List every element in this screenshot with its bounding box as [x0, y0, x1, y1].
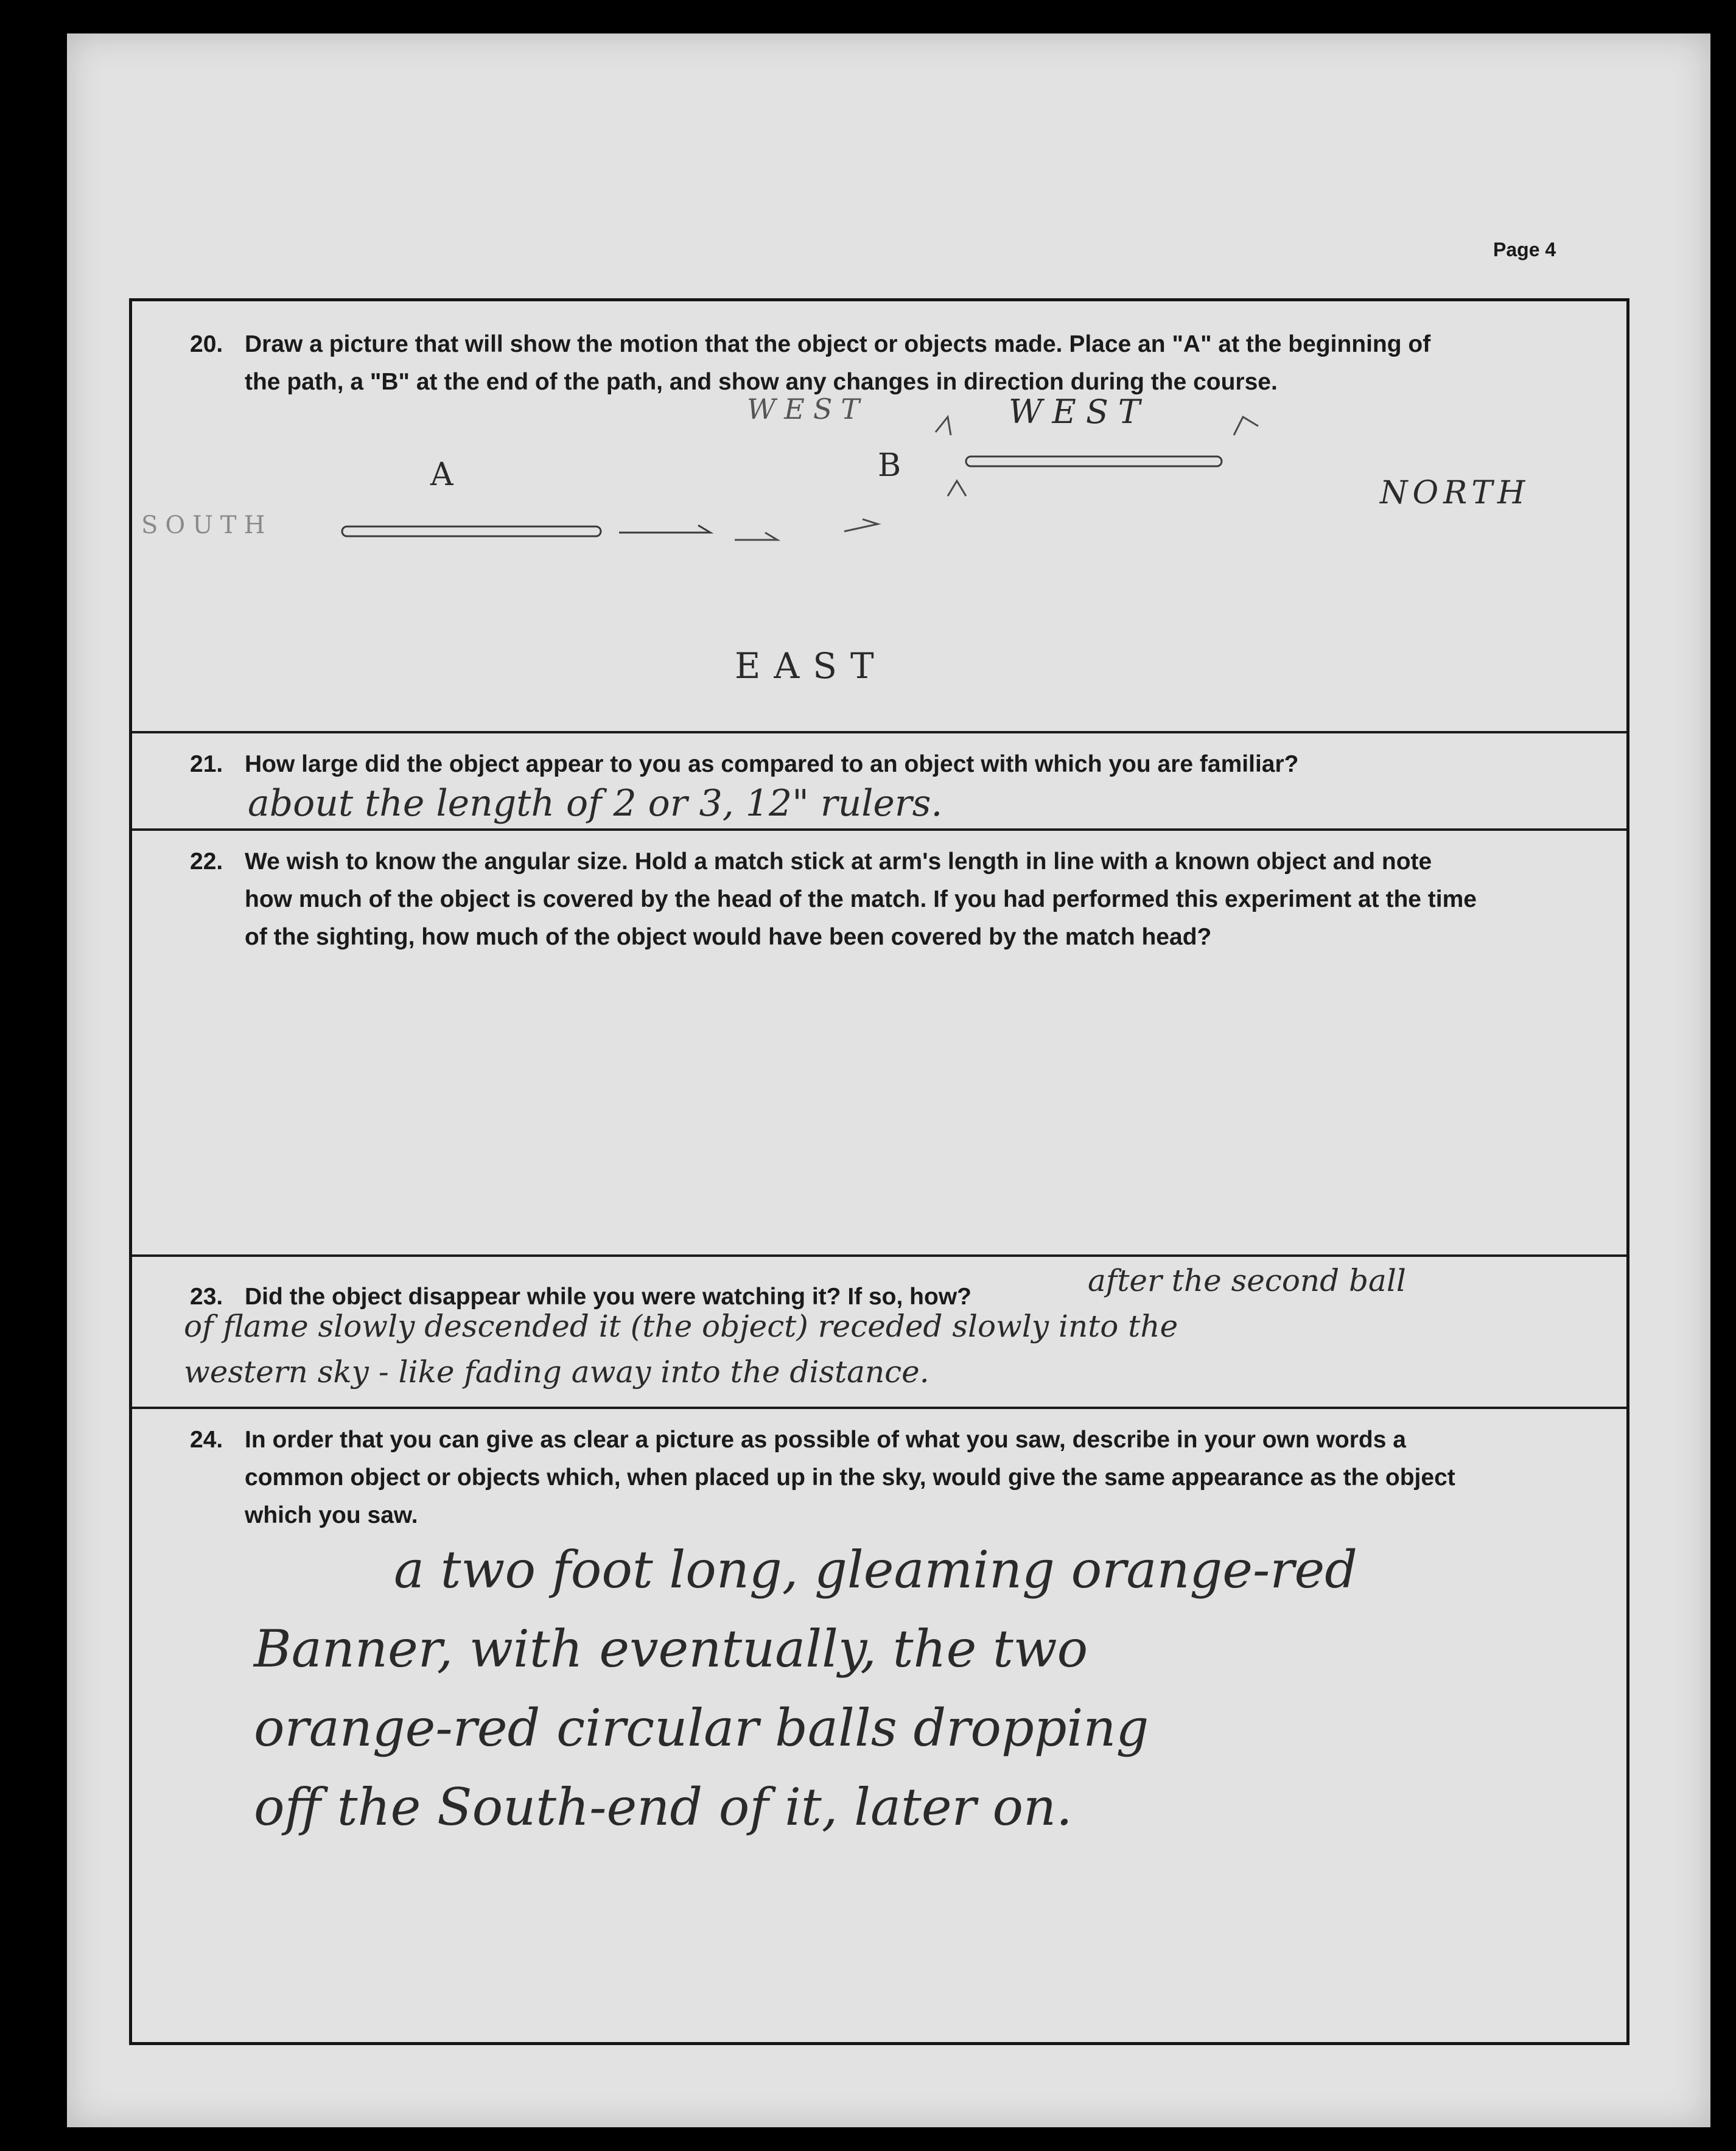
- question-23-answer-line-2: of flame slowly descended it (the object) receded slowly into the: [184, 1309, 1178, 1344]
- question-20-section: [132, 301, 1626, 733]
- question-22-line-2: how much of the object is covered by the head of the match. If you had performed this experiment at the time: [245, 886, 1477, 912]
- question-24-answer-line-4: off the South-end of it, later on.: [254, 1777, 1073, 1837]
- question-24-answer-line-2: Banner, with eventually, the two: [254, 1619, 1088, 1679]
- question-24-line-1: In order that you can give as clear a picture as possible of what you saw, describe in your own words a: [245, 1427, 1406, 1453]
- start-streak-shape: [342, 526, 601, 536]
- question-24-text: [245, 1421, 1578, 1534]
- question-20-line-1: Draw a picture that will show the motion that the object or objects made. Place an "A" at the beginning of: [245, 331, 1431, 357]
- sketch-label-south: SOUTH: [141, 511, 273, 539]
- question-24-section: [132, 1409, 1626, 2042]
- question-22-number: 22.: [190, 848, 223, 875]
- sketch-label-west-right: WEST: [1009, 393, 1150, 431]
- path-arrow-4: [948, 481, 966, 496]
- path-arrow-2: [735, 533, 777, 540]
- question-23-section: [132, 1257, 1626, 1409]
- sketch-label-east: EAST: [735, 645, 887, 687]
- path-arrow-3: [844, 519, 878, 531]
- sketch-label-b: B: [878, 447, 901, 484]
- question-23-text: Did the object disappear while you were watching it? If so, how?: [245, 1284, 971, 1310]
- question-24-answer-line-1: a two foot long, gleaming orange-red: [394, 1540, 1358, 1600]
- west-arrow-mark: [936, 417, 951, 435]
- question-24-line-3: which you saw.: [245, 1502, 418, 1528]
- question-20-number: 20.: [190, 331, 223, 357]
- west-arrow-mark-2: [1234, 417, 1258, 435]
- sketch-label-north: NORTH: [1380, 475, 1530, 511]
- question-21-number: 21.: [190, 751, 223, 777]
- question-22-line-3: of the sighting, how much of the object would have been covered by the match head?: [245, 924, 1212, 950]
- question-21-section: [132, 733, 1626, 831]
- question-22-section: [132, 831, 1626, 1257]
- question-22-line-1: We wish to know the angular size. Hold a match stick at arm's length in line with a known object and note: [245, 848, 1432, 875]
- question-24-number: 24.: [190, 1427, 223, 1453]
- question-20-line-2: the path, a "B" at the end of the path, and show any changes in direction during the course.: [245, 369, 1278, 395]
- question-24-line-2: common object or objects which, when placed up in the sky, would give the same appearance as the object: [245, 1464, 1455, 1491]
- question-23-answer-line-1: after the second ball: [1088, 1263, 1406, 1298]
- question-22-text: [245, 843, 1578, 956]
- path-arrow-1: [619, 525, 710, 533]
- questionnaire-form: [129, 298, 1629, 2045]
- end-streak-shape: [966, 456, 1222, 466]
- question-21-answer: about the length of 2 or 3, 12" rulers.: [248, 782, 943, 825]
- sketch-label-west-left: WEST: [747, 393, 869, 425]
- sketch-label-a: A: [430, 456, 453, 493]
- question-23-answer-line-3: western sky - like fading away into the distance.: [184, 1354, 929, 1390]
- question-24-answer-line-3: orange-red circular balls dropping: [254, 1698, 1149, 1758]
- question-21-text: How large did the object appear to you as compared to an object with which you are familiar?: [245, 751, 1299, 777]
- question-23-number: 23.: [190, 1284, 223, 1310]
- page-number: Page 4: [1493, 239, 1556, 261]
